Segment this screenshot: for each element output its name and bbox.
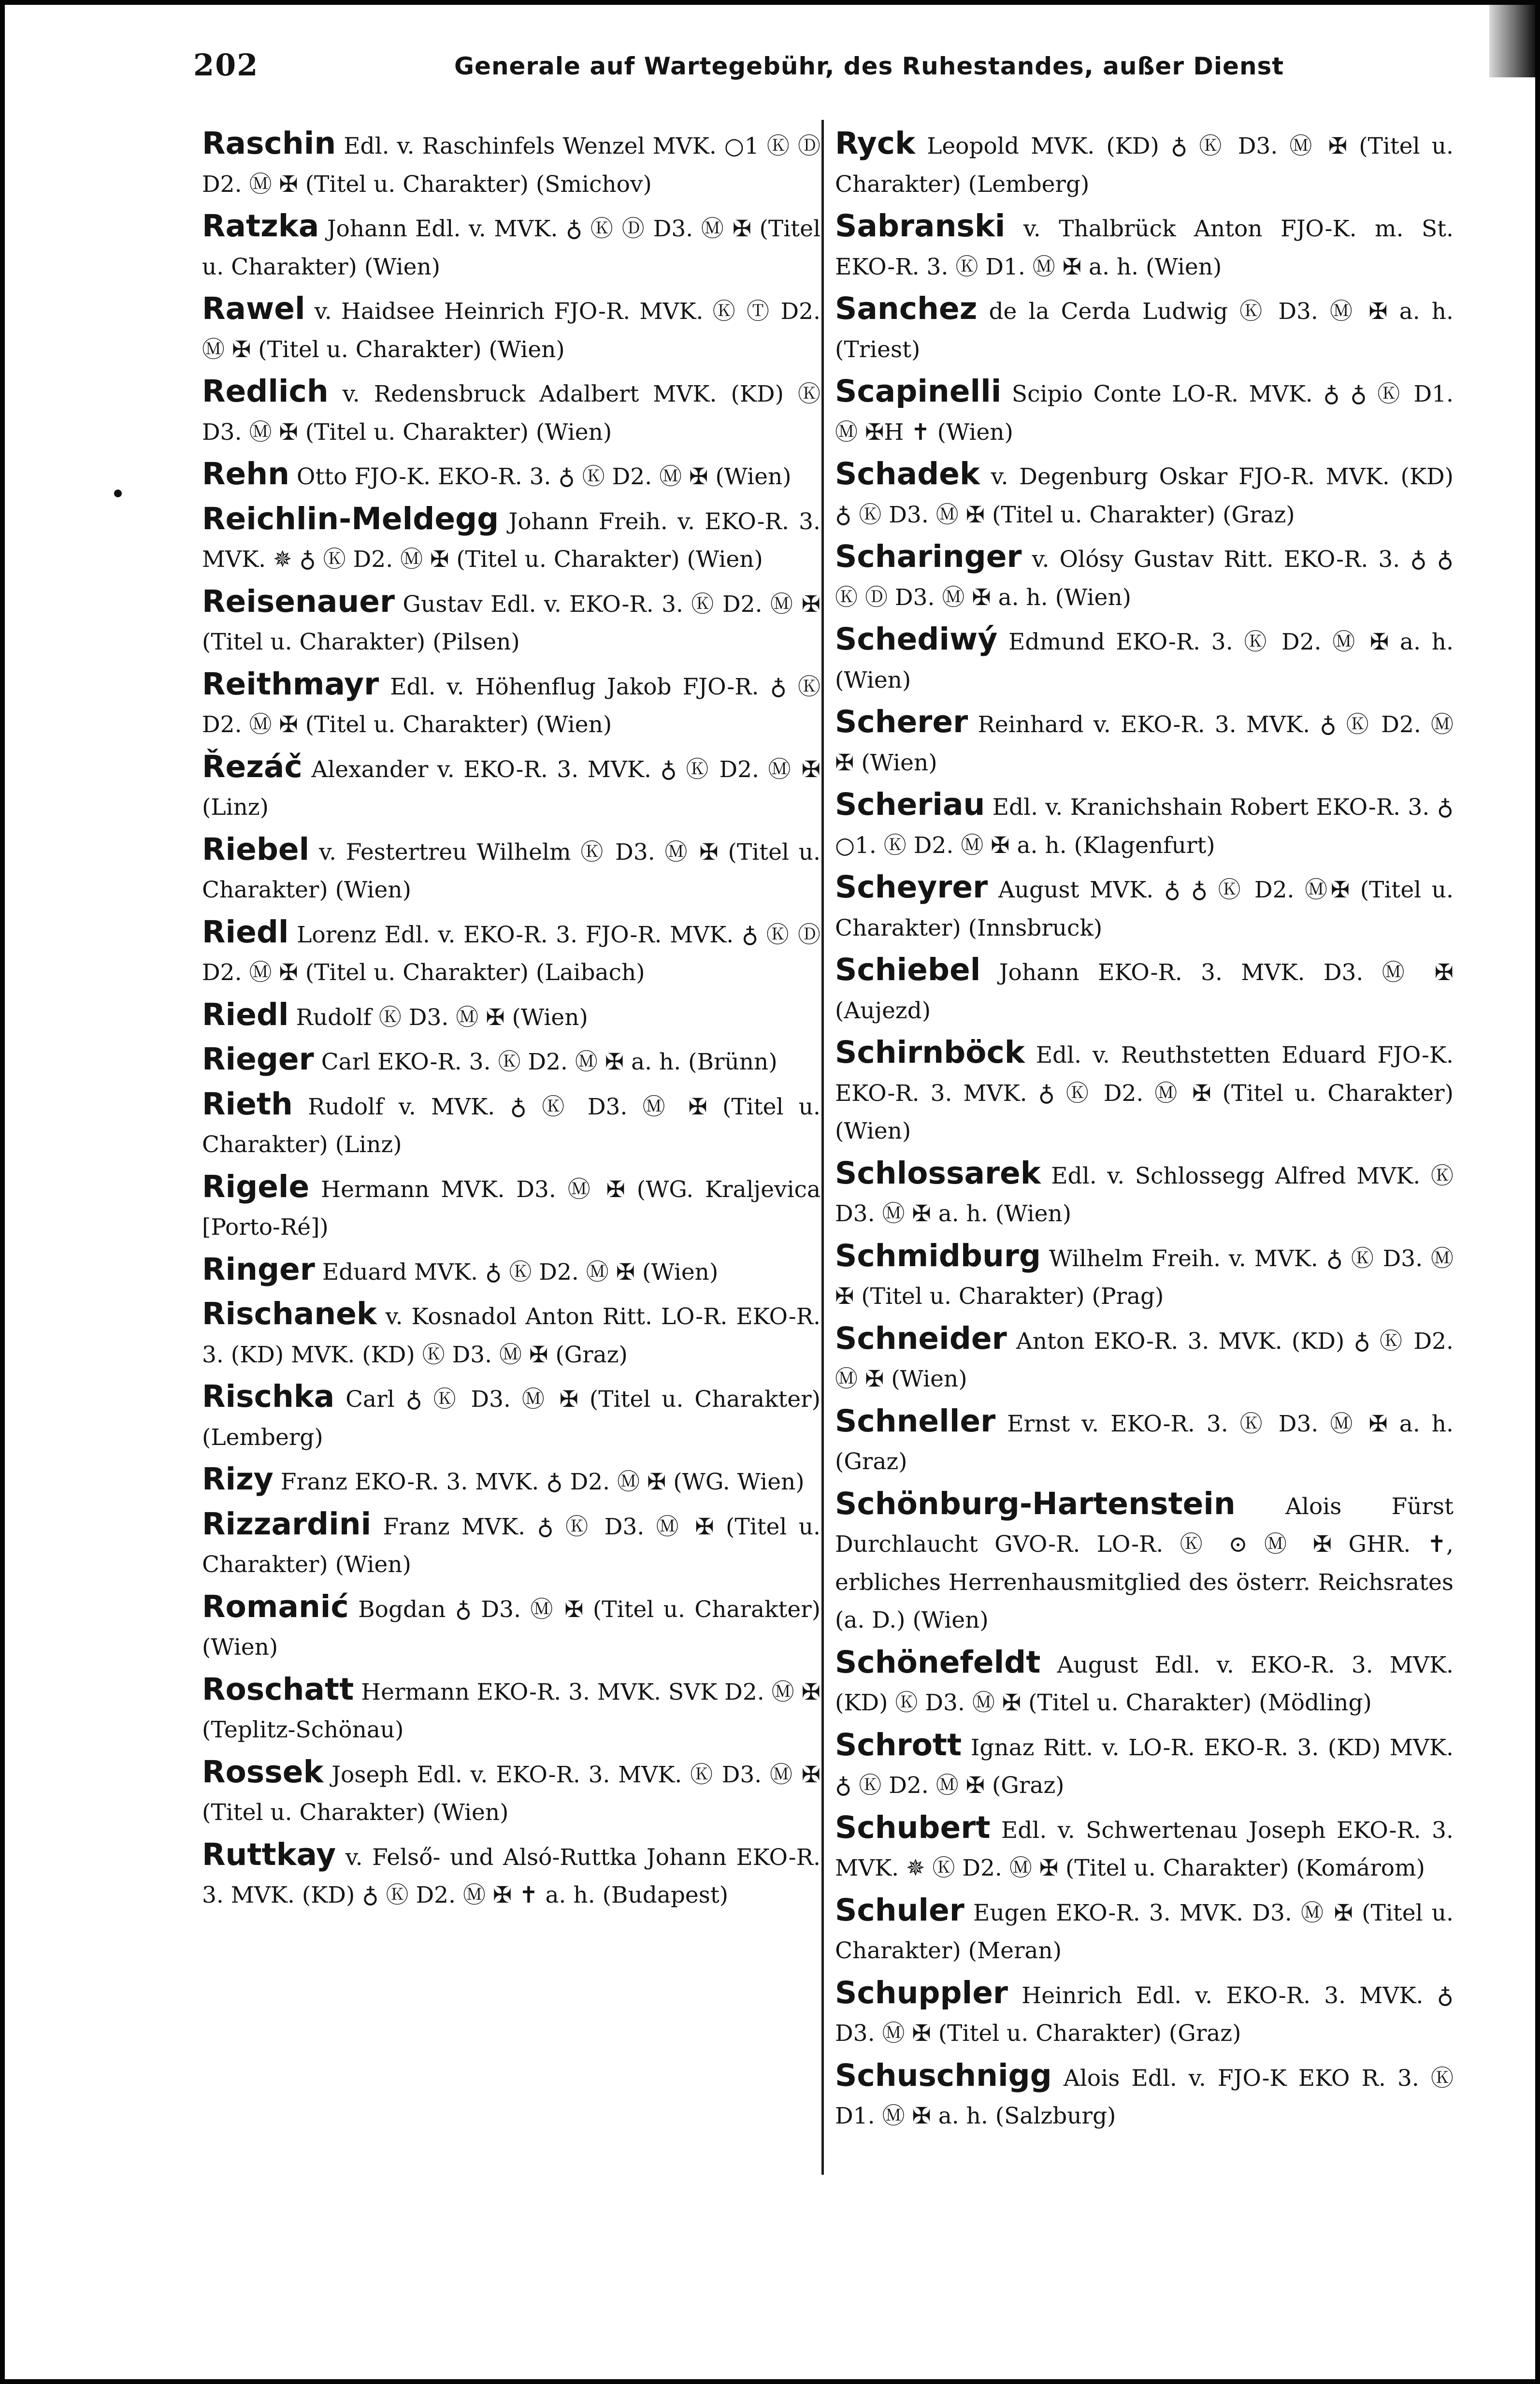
left-column [202,125,820,1915]
list-item [835,1034,1454,1151]
entry-name: Schuler [835,1892,964,1928]
list-item [835,2057,1454,2136]
list-item [202,1671,820,1749]
entry-details: Heinrich Edl. v. EKO-R. 3. MVK. ♁ D3. Ⓜ ✠ (Titel u. Charakter) (Graz) [835,1982,1454,2047]
entry-details: Gustav Edl. v. EKO-R. 3. Ⓚ D2. Ⓜ ✠ (Titel u. Charakter) (Pilsen) [202,591,820,655]
page-number: 202 [193,47,259,83]
list-item [202,1505,820,1584]
list-item [202,1085,820,1164]
running-title: Generale auf Wartegebühr, des Ruhestandes, außer Dienst [454,52,1284,80]
list-item [202,373,820,451]
entry-details: de la Cerda Ludwig Ⓚ D3. Ⓜ ✠ a. h. (Triest) [835,298,1454,363]
list-item [202,1168,820,1247]
entry-details: Edl. v. Höhenflug Jakob FJO-R. ♁ Ⓚ D2. Ⓜ ✠ (Titel u. Charakter) (Wien) [202,673,820,738]
entry-name: Schuschnigg [835,2057,1052,2093]
list-item [202,1836,820,1915]
entry-name: Scapinelli [835,374,1002,409]
list-item [835,1892,1454,1970]
entry-details: Johann Edl. v. MVK. ♁ Ⓚ Ⓓ D3. Ⓜ ✠ (Titel u. Charakter) (Wien) [202,216,820,280]
list-item [835,951,1454,1030]
list-item [835,703,1454,782]
entry-details: Joseph Edl. v. EKO-R. 3. MVK. Ⓚ D3. Ⓜ ✠ (Titel u. Charakter) (Wien) [202,1761,820,1826]
entry-name: Schönefeldt [835,1644,1041,1680]
entry-name: Schrott [835,1727,962,1763]
list-item [835,868,1454,947]
entry-name: Rawel [202,291,305,326]
entry-details: Leopold MVK. (KD) ♁ Ⓚ D3. Ⓜ ✠ (Titel u. Charakter) (Lemberg) [835,133,1454,198]
entry-details: Carl ♁ Ⓚ D3. Ⓜ ✠ (Titel u. Charakter) (Lemberg) [202,1386,820,1451]
entry-name: Řezáč [202,749,302,784]
list-item [202,913,820,992]
entry-details: v. Degenburg Oskar FJO-R. MVK. (KD) ♁ Ⓚ D3. Ⓜ ✠ (Titel u. Charakter) (Graz) [835,463,1454,528]
list-item [202,1588,820,1667]
entry-details: v. Thalbrück Anton FJO-K. m. St. EKO-R. 3. Ⓚ D1. Ⓜ ✠ a. h. (Wien) [835,216,1454,280]
entry-name: Scheriau [835,787,985,822]
entry-details: v. Felső- und Alsó-Ruttka Johann EKO-R. 3. MVK. (KD) ♁ Ⓚ D2. Ⓜ ✠ ✝ a. h. (Budapest) [202,1844,820,1908]
entry-details: Edl. v. Schlossegg Alfred MVK. Ⓚ D3. Ⓜ ✠ a. h. (Wien) [835,1162,1454,1227]
entry-name: Rieger [202,1041,314,1077]
entry-details: Hermann MVK. D3. Ⓜ ✠ (WG. Kraljevica [Porto-Ré]) [202,1176,820,1241]
entry-name: Scheyrer [835,869,988,905]
entry-name: Rigele [202,1169,310,1204]
entry-name: Romanić [202,1589,349,1624]
entry-details: Eugen EKO-R. 3. MVK. D3. Ⓜ ✠ (Titel u. Charakter) (Meran) [835,1899,1454,1964]
entry-name: Schlossarek [835,1155,1041,1191]
entry-details: Hermann EKO-R. 3. MVK. SVK D2. Ⓜ ✠ (Teplitz-Schönau) [202,1678,820,1743]
column-divider [821,120,824,2175]
entry-name: Schirnböck [835,1035,1025,1070]
entry-details: Otto FJO-K. EKO-R. 3. ♁ Ⓚ D2. Ⓜ ✠ (Wien) [296,463,792,490]
entry-details: Rudolf Ⓚ D3. Ⓜ ✠ (Wien) [296,1004,588,1031]
list-item [835,1809,1454,1888]
entry-name: Scherer [835,704,968,739]
list-item [835,1402,1454,1481]
list-item [835,786,1454,865]
entry-details: v. Festertreu Wilhelm Ⓚ D3. Ⓜ ✠ (Titel u. Charakter) (Wien) [202,838,820,903]
entry-name: Schönburg-Hartenstein [835,1486,1236,1521]
list-item [202,290,820,369]
list-item [202,455,820,496]
entry-details: Eduard MVK. ♁ Ⓚ D2. Ⓜ ✠ (Wien) [322,1258,719,1286]
entry-name: Reichlin-Meldegg [202,501,499,536]
entry-name: Schediwý [835,621,998,657]
entry-details: Franz EKO-R. 3. MVK. ♁ D2. Ⓜ ✠ (WG. Wien) [280,1469,805,1495]
entry-name: Sabranski [835,208,1006,244]
list-item [835,621,1454,699]
entry-name: Reisenauer [202,583,395,619]
list-item [835,207,1454,286]
entry-details: v. Redensbruck Adalbert MVK. (KD) Ⓚ D3. Ⓜ ✠ (Titel u. Charakter) (Wien) [202,381,820,446]
entry-details: Rudolf v. MVK. ♁ Ⓚ D3. Ⓜ ✠ (Titel u. Charakter) (Linz) [202,1093,820,1158]
entry-details: August Edl. v. EKO-R. 3. MVK. (KD) Ⓚ D3. Ⓜ ✠ (Titel u. Charakter) (Mödling) [835,1651,1454,1716]
entry-details: Alois Fürst Durchlaucht GVO-R. LO-R. Ⓚ ⊙ Ⓜ ✠ GHR. ✝, erbliches Herrenhausmitglied des österr. Reichsrates (a. D.) (Wien) [835,1493,1454,1633]
entry-name: Ringer [202,1251,315,1287]
entry-name: Schneller [835,1403,996,1439]
entry-name: Schadek [835,456,980,491]
list-item [835,1974,1454,2053]
entry-details: Ignaz Ritt. v. LO-R. EKO-R. 3. (KD) MVK. ♁ Ⓚ D2. Ⓜ ✠ (Graz) [835,1734,1454,1799]
entry-details: v. Olósy Gustav Ritt. EKO-R. 3. ♁ ♁ Ⓚ Ⓓ D3. Ⓜ ✠ a. h. (Wien) [835,546,1454,611]
list-item [202,996,820,1037]
entry-name: Rizzardini [202,1506,372,1542]
list-item [202,500,820,579]
entry-name: Rischka [202,1379,335,1414]
entry-details: Edmund EKO-R. 3. Ⓚ D2. Ⓜ ✠ a. h. (Wien) [835,629,1454,694]
entry-details: Ernst v. EKO-R. 3. Ⓚ D3. Ⓜ ✠ a. h. (Graz) [835,1410,1454,1475]
list-item [202,1460,820,1502]
entry-details: Alexander v. EKO-R. 3. MVK. ♁ Ⓚ D2. Ⓜ ✠ (Linz) [202,756,821,821]
entry-details: Edl. v. Reuthstetten Eduard FJO-K. EKO-R. 3. MVK. ♁ Ⓚ D2. Ⓜ ✠ (Titel u. Charakter) (Wien) [835,1042,1454,1144]
entry-details: Scipio Conte LO-R. MVK. ♁ ♁ Ⓚ D1. Ⓜ ✠H ✝ (Wien) [835,381,1454,446]
entry-details: v. Kosnadol Anton Ritt. LO-R. EKO-R. 3. (KD) MVK. (KD) Ⓚ D3. Ⓜ ✠ (Graz) [202,1303,820,1368]
list-item [835,373,1454,451]
entry-name: Ratzka [202,208,319,244]
list-item [202,748,820,827]
entry-details: v. Haidsee Heinrich FJO-R. MVK. Ⓚ Ⓣ D2. Ⓜ ✠ (Titel u. Charakter) (Wien) [202,298,820,363]
entry-name: Rischanek [202,1296,377,1331]
entry-name: Rehn [202,456,289,491]
entry-name: Redlich [202,374,329,409]
entry-details: Lorenz Edl. v. EKO-R. 3. FJO-R. MVK. ♁ Ⓚ Ⓓ D2. Ⓜ ✠ (Titel u. Charakter) (Laibach) [202,921,820,986]
entry-name: Riedl [202,914,289,950]
list-item [835,538,1454,617]
entry-name: Raschin [202,126,336,161]
list-item [202,1295,820,1374]
entry-details: Wilhelm Freih. v. MVK. ♁ Ⓚ D3. Ⓜ ✠ (Titel u. Charakter) (Prag) [835,1245,1454,1310]
entry-name: Scharinger [835,539,1022,574]
list-item [202,1251,820,1292]
entry-name: Ryck [835,126,915,161]
entry-details: Bogdan ♁ D3. Ⓜ ✠ (Titel u. Charakter) (Wien) [202,1596,820,1661]
entry-details: Edl. v. Kranichshain Robert EKO-R. 3. ♁ ○1. Ⓚ D2. Ⓜ ✠ a. h. (Klagenfurt) [835,794,1454,859]
entry-name: Ruttkay [202,1836,336,1872]
list-item [835,290,1454,369]
entry-name: Schmidburg [835,1238,1041,1273]
entry-details: Franz MVK. ♁ Ⓚ D3. Ⓜ ✠ (Titel u. Charakter) (Wien) [202,1513,820,1578]
entry-name: Reithmayr [202,666,379,702]
entry-name: Rizy [202,1461,273,1497]
entry-name: Riedl [202,997,289,1032]
entry-name: Riebel [202,831,310,867]
entry-details: Reinhard v. EKO-R. 3. MVK. ♁ Ⓚ D2. Ⓜ ✠ (Wien) [835,711,1454,776]
entry-name: Rieth [202,1086,293,1122]
entry-name: Schubert [835,1809,991,1845]
entry-name: Schneider [835,1320,1007,1356]
list-item [202,1040,820,1082]
entry-details: August MVK. ♁ ♁ Ⓚ D2. Ⓜ✠ (Titel u. Charakter) (Innsbruck) [835,877,1454,941]
list-item [202,1378,820,1457]
entry-details: Johann Freih. v. EKO-R. 3. MVK. ✵ ♁ Ⓚ D2. Ⓜ ✠ (Titel u. Charakter) (Wien) [202,508,820,573]
list-item [835,1237,1454,1316]
list-item [835,1155,1454,1233]
list-item [202,207,820,286]
list-item [202,125,820,203]
entry-details: Edl. v. Raschinfels Wenzel MVK. ○1 Ⓚ Ⓓ D2. Ⓜ ✠ (Titel u. Charakter) (Smichov) [202,133,820,198]
list-item [835,1485,1454,1640]
entry-name: Rossek [202,1754,324,1790]
list-item [835,1320,1454,1399]
list-item [835,1726,1454,1805]
entry-name: Schiebel [835,952,981,987]
list-item [202,831,820,910]
entry-details: Carl EKO-R. 3. Ⓚ D2. Ⓜ ✠ a. h. (Brünn) [321,1049,777,1075]
entry-details: Anton EKO-R. 3. MVK. (KD) ♁ Ⓚ D2. Ⓜ ✠ (Wien) [835,1328,1454,1392]
right-column [835,125,1454,2136]
list-item [202,1753,820,1832]
list-item [202,583,820,662]
list-item [835,125,1454,203]
entry-name: Roschatt [202,1671,354,1707]
list-item [835,1644,1454,1722]
list-item [835,455,1454,534]
list-item [202,665,820,744]
entry-name: Sanchez [835,291,978,326]
entry-name: Schuppler [835,1975,1008,2010]
entry-details: Alois Edl. v. FJO-K EKO R. 3. Ⓚ D1. Ⓜ ✠ a. h. (Salzburg) [835,2065,1454,2129]
entry-details: Johann EKO-R. 3. MVK. D3. Ⓜ ✠ (Aujezd) [835,959,1454,1024]
entry-details: Edl. v. Schwertenau Joseph EKO-R. 3. MVK. ✵ Ⓚ D2. Ⓜ ✠ (Titel u. Charakter) (Komárom) [835,1817,1454,1881]
